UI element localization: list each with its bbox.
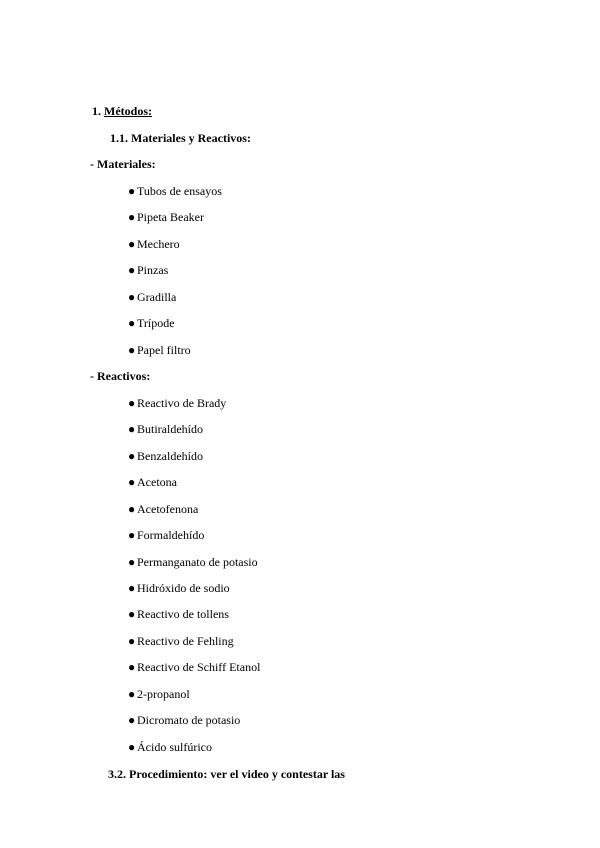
list-item: ● Trípode xyxy=(128,316,175,330)
bullet-icon: ● xyxy=(128,581,136,595)
list-item: ● Permanganato de potasio xyxy=(128,555,258,569)
list-item: ● Tubos de ensayos xyxy=(128,184,222,198)
section-title: Métodos: xyxy=(104,104,152,118)
bullet-icon: ● xyxy=(128,396,136,410)
bullet-icon: ● xyxy=(128,184,136,198)
bullet-icon: ● xyxy=(128,607,136,621)
bullet-icon: ● xyxy=(128,316,136,330)
list-item: ● Pinzas xyxy=(128,263,169,277)
list-item: ● Reactivo de Schiff Etanol xyxy=(128,660,261,674)
list-item: ● Acetofenona xyxy=(128,502,199,516)
bullet-icon: ● xyxy=(128,740,136,754)
bullet-icon: ● xyxy=(128,687,136,701)
list-item: ● Reactivo de Fehling xyxy=(128,634,234,648)
bullet-icon: ● xyxy=(128,263,136,277)
bullet-icon: ● xyxy=(128,713,136,727)
bullet-icon: ● xyxy=(128,237,136,251)
list-item: ● Formaldehído xyxy=(128,528,205,542)
reactivos-heading: - Reactivos: xyxy=(90,369,151,383)
bullet-icon: ● xyxy=(128,422,136,436)
list-item: ● Ácido sulfúrico xyxy=(128,740,212,754)
subsection-heading-materiales-reactivos: 1.1. Materiales y Reactivos: xyxy=(110,131,251,145)
list-item: ● Reactivo de tollens xyxy=(128,607,229,621)
bullet-icon: ● xyxy=(128,528,136,542)
list-item: ● Mechero xyxy=(128,237,180,251)
list-item: ● Reactivo de Brady xyxy=(128,396,227,410)
list-item: ● Gradilla xyxy=(128,290,177,304)
bullet-icon: ● xyxy=(128,343,136,357)
list-item: ● Pipeta Beaker xyxy=(128,210,204,224)
bullet-icon: ● xyxy=(128,449,136,463)
section-number: 1. xyxy=(92,104,101,118)
list-item: ● Benzaldehído xyxy=(128,449,203,463)
section-heading-metodos xyxy=(92,104,152,118)
bullet-icon: ● xyxy=(128,210,136,224)
list-item: ● Hidróxido de sodio xyxy=(128,581,230,595)
bullet-icon: ● xyxy=(128,660,136,674)
bullet-icon: ● xyxy=(128,634,136,648)
list-item: ● Acetona xyxy=(128,475,177,489)
list-item: ● Papel filtro xyxy=(128,343,191,357)
bullet-icon: ● xyxy=(128,502,136,516)
list-item: ● Dicromato de potasio xyxy=(128,713,241,727)
bullet-icon: ● xyxy=(128,290,136,304)
subsection-heading-procedimiento: 3.2. Procedimiento: ver el video y contestar las xyxy=(108,767,345,781)
list-item: ● 2-propanol xyxy=(128,687,190,701)
bullet-icon: ● xyxy=(128,555,136,569)
materiales-heading: - Materiales: xyxy=(90,157,156,171)
bullet-icon: ● xyxy=(128,475,136,489)
list-item: ● Butiraldehído xyxy=(128,422,203,436)
